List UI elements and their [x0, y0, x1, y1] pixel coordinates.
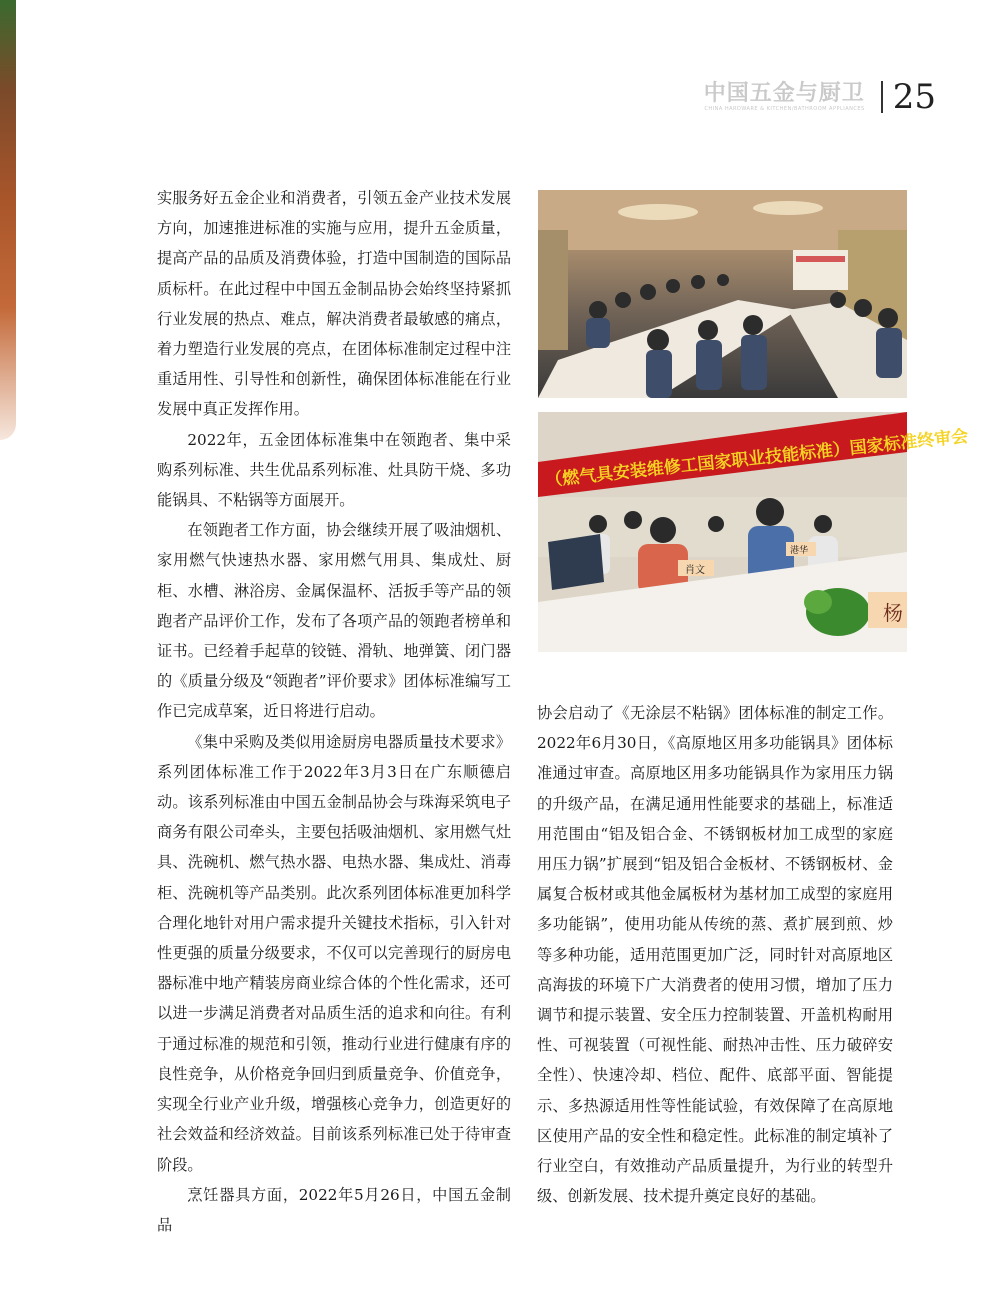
paragraph: 《集中采购及类似用途厨房电器质量技术要求》系列团体标准工作于2022年3月3日在广东顺德启动。该系列标准由中国五金制品协会与珠海采筑电子商务有限公司牵头，主要包括吸油烟机、家用燃气灶具、洗碗机、燃气热水器、电热水器、集成灶、消毒柜、洗碗机等产品类别。此次系列团体标准更加科学合理化地针对用户需求提升关键技术指标，引入针对性更强的质量分级要求，不仅可以完善现行的厨房电器标准中地产精装房商业综合体的个性化需求，还可以进一步满足消费者对品质生活的追求和向往。有利于通过标准的规范和引领，推动行业进行健康有序的良性竞争，从价格竞争回归到质量竞争、价值竞争，实现全行业产业升级，增强核心竞争力，创造更好的社会效益和经济效益。目前该系列标准已处于待审查阶段。: [157, 732, 511, 1174]
conference-illustration: [538, 412, 970, 652]
left-text-column: [157, 183, 511, 1240]
meeting-photo-top: [538, 190, 907, 398]
paragraph: 在领跑者工作方面，协会继续开展了吸油烟机、家用燃气快速热水器、家用燃气用具、集成灶、厨柜、水槽、淋浴房、金属保温杯、活扳手等产品的领跑者产品评价工作，发布了各项产品的领跑者榜单和证书。已经着手起草的铰链、滑轨、地弹簧、闭门器的《质量分级及“领跑者”评价要求》团体标准编写工作已完成草案，近日将进行启动。: [157, 521, 511, 721]
paragraph: 协会启动了《无涂层不粘锅》团体标准的制定工作。2022年6月30日，《高原地区用多功能锅具》团体标准通过审查。高原地区用多功能锅具作为家用压力锅的升级产品，在满足通用性能要求的基础上，标准适用范围由“铝及铝合金、不锈钢板材加工成型的家庭用压力锅”扩展到“铝及铝合金板材、不锈钢板材、金属复合板材或其他金属板材为基材加工成型的家庭用多功能锅”，使用功能从传统的蒸、煮扩展到煎、炒等多种功能，适用范围更加广泛，同时针对高原地区高海拔的环境下广大消费者的使用习惯，增加了压力调节和提示装置、安全压力控制装置、开盖机构耐用性、可视装置（可视性能、耐热冲击性、压力破碎安全性）、快速冷却、档位、配件、底部平面、智能提示、多热源适用性等性能试验，有效保障了在高原地区使用产品的安全性和稳定性。此标准的制定填补了行业空白，有效推动产品质量提升，为行业的转型升级、创新发展、技术提升奠定良好的基础。: [537, 704, 893, 1206]
right-text-column: [537, 698, 893, 1211]
nameplate-1: 肖文: [685, 565, 705, 576]
nameplate-3: 杨: [883, 601, 903, 625]
logo-subtext: CHINA HARDWARE & KITCHEN/BATHROOM APPLIANCES: [704, 106, 865, 112]
logo-text: 中国五金与厨卫: [703, 81, 865, 106]
paragraph: 2022年，五金团体标准集中在领跑者、集中采购系列标准、共生优品系列标准、灶具防干烧、多功能锅具、不粘锅等方面展开。: [157, 430, 511, 510]
decorative-edge-strip: [0, 0, 16, 440]
magazine-logo: [704, 82, 865, 112]
meeting-room-illustration: [538, 190, 907, 398]
paragraph: 实服务好五金企业和消费者，引领五金产业技术发展方向，加速推进标准的实施与应用，提升五金质量，提高产品的品质及消费体验，打造中国制造的国际品质标杆。在此过程中中国五金制品协会始终坚持紧抓行业发展的热点、难点，解决消费者最敏感的痛点，着力塑造行业发展的亮点，在团体标准制定过程中注重适用性、引导性和创新性，确保团体标准能在行业发展中真正发挥作用。: [157, 189, 511, 419]
paragraph: 烹饪器具方面，2022年5月26日，中国五金制品: [157, 1185, 511, 1234]
page-header: [703, 77, 936, 117]
nameplate-2: 港华: [790, 546, 809, 556]
banner-text: （燃气具安装维修工国家职业技能标准）国家标准终审会: [544, 426, 970, 491]
header-divider: [881, 81, 883, 113]
meeting-photo-bottom: [538, 412, 970, 652]
page-number: 25: [892, 77, 936, 117]
